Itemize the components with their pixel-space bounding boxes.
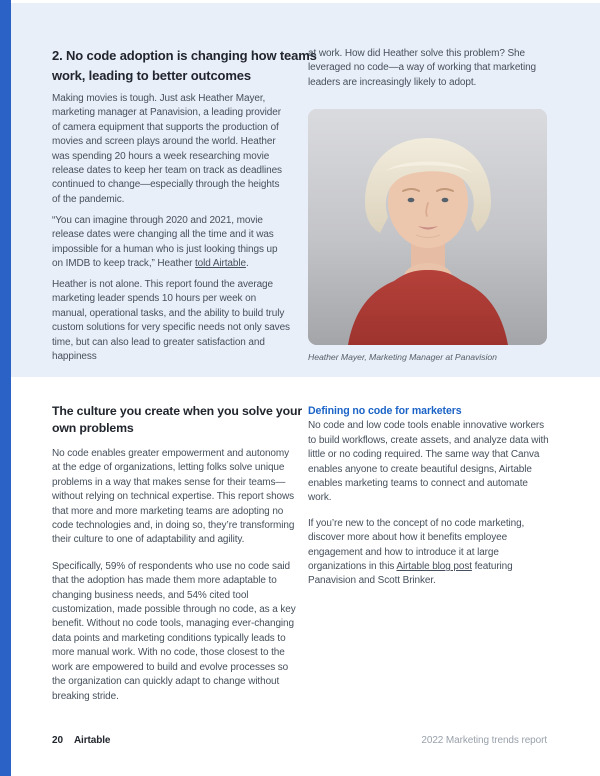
footer-left xyxy=(52,735,110,746)
paragraph: No code enables greater empowerment and autonomy at the edge of organizations, letting folks solve unique problems in a way that makes sense for their teams—without relying on technical expertise. This report shows that more and more marketing teams are adopting no code technologies and, in doing so, they’re transforming their culture to one of adaptability and agility. xyxy=(52,448,295,546)
paragraph: Making movies is tough. Just ask Heather Mayer, marketing manager at Panavision, a leading provider of camera equipment that supports the production of movies and screen plays around the world. Heather was spending 20 hours a week researching movie release dates to keep her team on track as deadlines continued to change—especially through the heights of the pandemic. xyxy=(52,93,282,205)
portrait-photo xyxy=(308,109,547,345)
report-title: 2022 Marketing trends report xyxy=(421,735,547,746)
portrait-illustration xyxy=(308,109,547,345)
told-airtable-link[interactable]: told Airtable xyxy=(194,257,246,269)
accent-stripe xyxy=(0,0,11,776)
top-left-column xyxy=(52,92,290,364)
bottom-right-column xyxy=(308,404,549,589)
paragraph: Heather is not alone. This report found the average marketing leader spends 10 hours per week on manual, operational tasks, and the ability to build truly custom solutions for very specific needs not only saves time, but can also lead to greater satisfaction and happiness xyxy=(52,278,290,362)
page-footer xyxy=(52,735,547,746)
portrait-caption: Heather Mayer, Marketing Manager at Panavision xyxy=(308,352,497,362)
section-heading-culture: The culture you create when you solve your own problems xyxy=(52,404,302,435)
paragraph-quote xyxy=(52,214,290,272)
text-before-link: If you’re new to the concept of no code marketing, discover more about how it benefits employee engagement and how to introduce it at large organizations in this xyxy=(308,517,525,573)
page-number: 20 xyxy=(52,735,63,746)
portrait-figure xyxy=(308,109,547,362)
airtable-blog-post-link[interactable]: Airtable blog post xyxy=(396,561,472,573)
paragraph: Specifically, 59% of respondents who use no code said that the adoption has made them more adaptable to changing business needs, and 54% cited tool customization, made possible through no code, as a key benefit. Without no code tools, managing ever-changing data points and marketing conditions typically leads to more manual work. With no code, those closest to the work are empowered to build and evolve processes so the organization can quickly adapt to change without breaking stride. xyxy=(52,560,296,702)
subheading-defining-no-code: Defining no code for marketers xyxy=(308,405,462,417)
bottom-left-column xyxy=(52,403,302,704)
quote-text-after: . xyxy=(245,257,249,269)
paragraph xyxy=(308,517,549,589)
quote-text-before: “You can imagine through 2020 and 2021, movie release dates were changing all the time and it was impossible for a human who is just looking things up on IMDB to keep track,” Heather xyxy=(52,214,278,269)
text-after-link: featuring Panavision and Scott Brinker. xyxy=(308,561,513,587)
section-heading-no-code-adoption: 2. No code adoption is changing how teams work, leading to better outcomes xyxy=(52,48,317,83)
paragraph: at work. How did Heather solve this problem? She leveraged no code—a way of working that marketing leaders are increasingly likely to adopt. xyxy=(308,48,537,88)
top-right-column xyxy=(308,47,548,90)
brand-name: Airtable xyxy=(73,735,111,746)
paragraph: No code and low code tools enable innovative workers to build workflows, create assets, and analyze data with little or no coding required. The same way that Canva enables anyone to create beautiful designs, Airtable enables marketing teams to connect and automate work. xyxy=(308,420,549,504)
